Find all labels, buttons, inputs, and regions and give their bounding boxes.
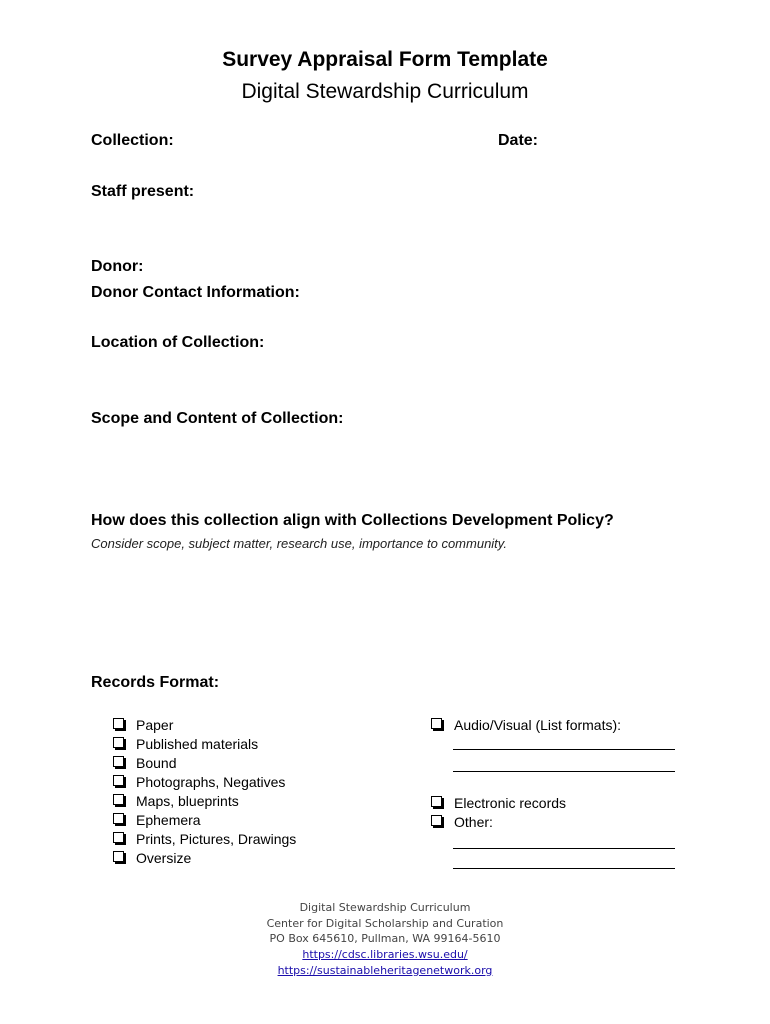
option-label: Published materials xyxy=(136,735,259,752)
audio-visual-blank-line-1[interactable] xyxy=(453,749,675,750)
checkbox-icon[interactable] xyxy=(113,718,124,729)
footer-address: PO Box 645610, Pullman, WA 99164-5610 xyxy=(269,932,501,946)
checkbox-icon[interactable] xyxy=(431,796,442,807)
option-label: Maps, blueprints xyxy=(136,792,239,809)
option-prints-pictures-drawings[interactable] xyxy=(113,829,296,848)
staff-present-label: Staff present: xyxy=(91,183,195,200)
option-label: Other: xyxy=(454,813,493,830)
option-electronic-records[interactable] xyxy=(431,793,566,812)
collection-label: Collection: xyxy=(91,132,174,149)
location-label: Location of Collection: xyxy=(91,334,265,351)
option-photographs-negatives[interactable] xyxy=(113,772,296,791)
checkbox-icon[interactable] xyxy=(113,737,124,748)
other-blank-line-1[interactable] xyxy=(453,848,675,849)
checkbox-icon[interactable] xyxy=(113,851,124,862)
checkbox-icon[interactable] xyxy=(431,815,442,826)
scope-label: Scope and Content of Collection: xyxy=(91,410,344,427)
option-label: Photographs, Negatives xyxy=(136,773,286,790)
option-paper[interactable] xyxy=(113,715,296,734)
option-audio-visual[interactable] xyxy=(431,715,621,734)
option-oversize[interactable] xyxy=(113,848,296,867)
option-label: Audio/Visual (List formats): xyxy=(454,716,622,733)
records-format-heading: Records Format: xyxy=(91,674,220,691)
option-published-materials[interactable] xyxy=(113,734,296,753)
option-label: Oversize xyxy=(136,849,192,866)
date-label: Date: xyxy=(498,132,539,149)
policy-hint: Consider scope, subject matter, research use, importance to community. xyxy=(91,536,507,551)
donor-contact-label: Donor Contact Information: xyxy=(91,284,300,301)
option-other[interactable] xyxy=(431,812,493,831)
form-subtitle: Digital Stewardship Curriculum xyxy=(241,80,529,103)
option-label: Bound xyxy=(136,754,177,771)
checkbox-icon[interactable] xyxy=(113,813,124,824)
option-label: Paper xyxy=(136,716,174,733)
option-maps-blueprints[interactable] xyxy=(113,791,296,810)
footer-link-shn[interactable]: https://sustainableheritagenetwork.org xyxy=(277,963,493,977)
option-bound[interactable] xyxy=(113,753,296,772)
checkbox-icon[interactable] xyxy=(113,756,124,767)
footer xyxy=(0,900,770,979)
checkbox-icon[interactable] xyxy=(113,775,124,786)
other-blank-line-2[interactable] xyxy=(453,868,675,869)
policy-question: How does this collection align with Collections Development Policy? xyxy=(91,512,614,529)
audio-visual-blank-line-2[interactable] xyxy=(453,771,675,772)
checkbox-icon[interactable] xyxy=(431,718,442,729)
option-label: Electronic records xyxy=(454,794,567,811)
option-label: Ephemera xyxy=(136,811,201,828)
option-ephemera[interactable] xyxy=(113,810,296,829)
footer-org: Digital Stewardship Curriculum xyxy=(299,901,471,914)
footer-link-cdsc[interactable]: https://cdsc.libraries.wsu.edu/ xyxy=(302,948,468,962)
checkbox-icon[interactable] xyxy=(113,832,124,843)
option-label: Prints, Pictures, Drawings xyxy=(136,830,297,847)
donor-label: Donor: xyxy=(91,258,144,275)
format-options-left xyxy=(113,715,296,867)
form-title: Survey Appraisal Form Template xyxy=(222,48,548,71)
checkbox-icon[interactable] xyxy=(113,794,124,805)
footer-center: Center for Digital Scholarship and Curation xyxy=(266,916,504,930)
